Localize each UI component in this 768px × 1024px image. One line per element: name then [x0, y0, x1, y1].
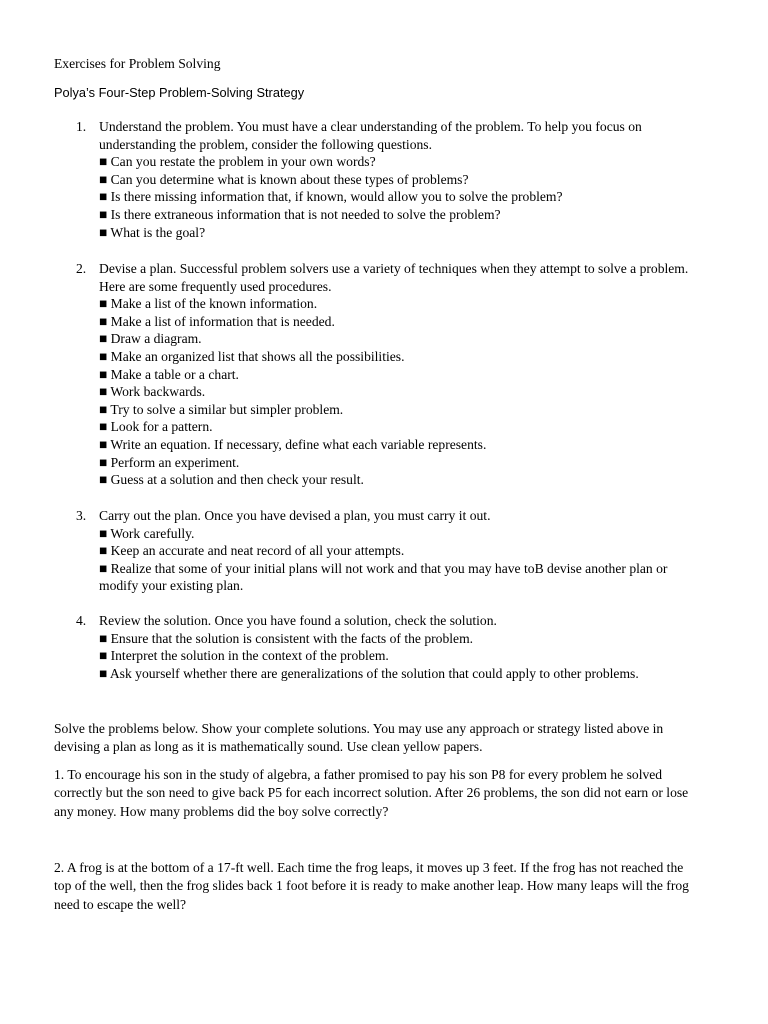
bullet-item: ■ Make an organized list that shows all the possibilities.: [99, 348, 405, 364]
bullet-item: ■ Work carefully.: [99, 525, 195, 541]
paragraph-line: Solve the problems below. Show your complete solutions. You may use any approach or strategy listed above in: [54, 721, 664, 736]
step-line: Carry out the plan. Once you have devised a plan, you must carry it out.: [99, 508, 491, 523]
bullet-item: ■ Draw a diagram.: [99, 331, 202, 347]
problem-2: [54, 859, 724, 914]
step-number: 3.: [76, 508, 87, 523]
step-line: understanding the problem, consider the following questions.: [99, 136, 432, 152]
paragraph-line: top of the well, then the frog slides back 1 foot before it is ready to make another leap. How many leaps will the frog: [54, 878, 689, 894]
bullet-item: ■ Try to solve a similar but simpler problem.: [99, 401, 344, 417]
bullet-item: ■ Can you restate the problem in your own words?: [99, 154, 376, 170]
step-line: Devise a plan. Successful problem solvers use a variety of techniques when they attempt to solve a problem.: [99, 261, 689, 276]
step-line: Here are some frequently used procedures.: [99, 278, 332, 294]
step-line: Understand the problem. You must have a clear understanding of the problem. To help you focus on: [99, 119, 642, 134]
step-line: Review the solution. Once you have found a solution, check the solution.: [99, 613, 497, 628]
step-number: 2.: [76, 261, 87, 276]
bullet-item: ■ Can you determine what is known about these types of problems?: [99, 171, 469, 187]
problem-1: [54, 766, 724, 821]
bullet-item: ■ Interpret the solution in the context of the problem.: [99, 648, 389, 664]
step-line: modify your existing plan.: [99, 578, 244, 594]
bullet-item: ■ Perform an experiment.: [99, 454, 240, 470]
bullet-item: ■ Is there missing information that, if known, would allow you to solve the problem?: [99, 189, 563, 205]
document-subtitle: Polya’s Four-Step Problem-Solving Strategy: [54, 85, 305, 100]
step-body: [99, 507, 667, 595]
bullet-item: ■ Ask yourself whether there are generalizations of the solution that could apply to other problems.: [99, 665, 639, 681]
paragraph-line: devising a plan as long as it is mathematically sound. Use clean yellow papers.: [54, 739, 483, 755]
bullet-item: ■ Make a table or a chart.: [99, 366, 239, 382]
paragraph-line: need to escape the well?: [54, 896, 187, 912]
paragraph-line: any money. How many problems did the boy solve correctly?: [54, 803, 389, 819]
bullet-item: ■ Keep an accurate and neat record of all your attempts.: [99, 543, 405, 559]
bullet-item: ■ What is the goal?: [99, 224, 206, 240]
paragraph-line: 1. To encourage his son in the study of algebra, a father promised to pay his son P8 for every problem he solved: [54, 767, 663, 782]
bullet-item: ■ Work backwards.: [99, 384, 206, 400]
bullet-item: ■ Write an equation. If necessary, define what each variable represents.: [99, 436, 487, 452]
bullet-item: ■ Realize that some of your initial plans will not work and that you may have toB devise another plan or: [99, 560, 668, 576]
bullet-item: ■ Make a list of the known information.: [99, 296, 318, 312]
step-body: [99, 612, 639, 682]
bullet-item: ■ Ensure that the solution is consistent with the facts of the problem.: [99, 630, 474, 646]
paragraph-line: correctly but the son need to give back P5 for each incorrect solution. After 26 problems, the son did not earn or lose: [54, 785, 689, 801]
instructions-paragraph: [54, 720, 724, 757]
step-number: 4.: [76, 613, 87, 628]
bullet-item: ■ Make a list of information that is needed.: [99, 313, 335, 329]
document-title: Exercises for Problem Solving: [54, 56, 221, 71]
paragraph-line: 2. A frog is at the bottom of a 17-ft well. Each time the frog leaps, it moves up 3 feet. If the frog has not reached the: [54, 860, 684, 875]
step-body: [99, 260, 688, 489]
bullet-item: ■ Is there extraneous information that is not needed to solve the problem?: [99, 206, 501, 222]
step-body: [99, 118, 642, 241]
step-number: 1.: [76, 119, 87, 134]
bullet-item: ■ Look for a pattern.: [99, 419, 213, 435]
bullet-item: ■ Guess at a solution and then check your result.: [99, 472, 364, 488]
